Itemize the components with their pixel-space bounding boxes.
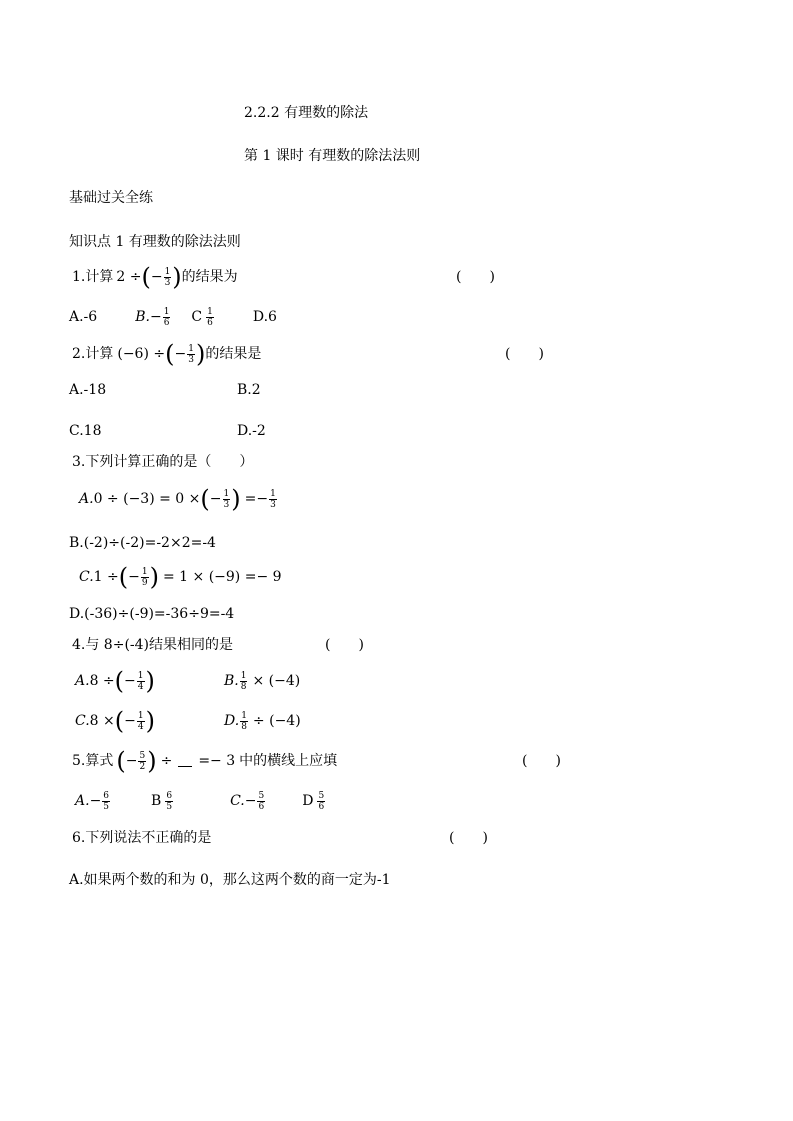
q5-option-d-label: D xyxy=(302,793,314,809)
q4-option-a-fraction: $\frac{1}{4}$ xyxy=(137,670,144,692)
q4-option-c-fraction: $\frac{1}{4}$ xyxy=(137,710,144,732)
q2-option-d: D.-2 xyxy=(237,423,266,439)
q4-c-paren-open: ( xyxy=(114,707,125,735)
question-6: 6.下列说法不正确的是 xyxy=(72,830,212,846)
q5-option-d-fraction: $\frac{5}{6}$ xyxy=(318,790,325,812)
q1-option-b-label: B. xyxy=(135,309,150,325)
q5-options xyxy=(75,788,326,814)
q1-option-a: A.-6 xyxy=(69,309,98,325)
q5-neg: − xyxy=(125,753,138,769)
q1-option-b-neg: − xyxy=(149,309,162,325)
q3-option-c xyxy=(79,564,282,590)
q5-paren-close: ) xyxy=(147,747,157,775)
q5-option-b-label: B xyxy=(151,793,162,809)
q3-a-paren-open: ( xyxy=(200,485,210,513)
q4-option-d-fraction: $\frac{1}{8}$ xyxy=(241,710,247,732)
q1-fraction: $\frac{1}{3}$ xyxy=(164,266,171,288)
q5-option-a-fraction: $\frac{6}{5}$ xyxy=(103,790,110,812)
q1-neg: − xyxy=(150,269,163,285)
page-title: 2.2.2 有理数的除法 xyxy=(244,105,369,121)
knowledge-point: 知识点 1 有理数的除法法则 xyxy=(69,234,241,250)
q4-option-b xyxy=(224,668,300,694)
q5-option-c-label: C. xyxy=(230,793,245,809)
q1-expr: 2 ÷ xyxy=(116,269,142,285)
section-heading: 基础过关全练 xyxy=(69,190,153,206)
q3-option-c-left: 1 ÷ xyxy=(93,569,119,585)
question-4: 4.与 8÷(-4)结果相同的是 xyxy=(72,637,234,653)
q3-option-c-label: C. xyxy=(79,569,94,585)
q3-c-paren-close: ) xyxy=(149,563,159,591)
question-3: 3.下列计算正确的是（ ） xyxy=(72,454,254,470)
q2-option-b: B.2 xyxy=(237,382,261,398)
q4-option-d xyxy=(224,708,301,734)
q3-option-a-fraction: $\frac{1}{3}$ xyxy=(223,488,230,510)
q6-option-a: A.如果两个数的和为 0，那么这两个数的商一定为-1 xyxy=(69,872,391,888)
q3-option-b: B.(-2)÷(-2)=-2×2=-4 xyxy=(69,535,216,551)
q2-option-a: A.-18 xyxy=(69,382,107,398)
q4-option-a-label: A. xyxy=(75,673,90,689)
q1-paren-open: ( xyxy=(141,263,151,291)
q5-suffix: 中的横线上应填 xyxy=(239,753,338,769)
q3-option-c-neg: − xyxy=(128,569,140,585)
q3-a-paren-close: ) xyxy=(231,485,241,513)
question-2 xyxy=(72,341,261,367)
q2-answer-bracket: ( ) xyxy=(505,346,544,362)
q4-option-b-expr: × (−4) xyxy=(252,673,301,689)
q5-blank xyxy=(178,756,192,767)
q3-c-paren-open: ( xyxy=(118,563,129,591)
page-subtitle: 第 1 课时 有理数的除法法则 xyxy=(244,148,421,164)
q4-option-a-neg: − xyxy=(124,673,136,689)
q3-option-c-fraction: $\frac{1}{9}$ xyxy=(141,566,148,588)
q5-eq: =− 3 xyxy=(198,753,236,769)
q6-answer-bracket: ( ) xyxy=(449,830,488,846)
q2-paren-open: ( xyxy=(165,340,175,368)
q5-option-b-fraction: $\frac{6}{5}$ xyxy=(166,790,173,812)
q4-option-b-fraction: $\frac{1}{8}$ xyxy=(240,670,247,692)
q4-option-c xyxy=(75,708,155,734)
q4-option-c-label: C. xyxy=(75,713,90,729)
q4-option-a-expr: 8 ÷ xyxy=(89,673,115,689)
q1-suffix: 的结果为 xyxy=(181,269,238,285)
q1-paren-close: ) xyxy=(172,263,182,291)
q3-option-c-right: = 1 × (−9) =− 9 xyxy=(162,569,282,585)
q3-option-a-result-fraction: $\frac{1}{3}$ xyxy=(270,488,276,510)
q5-option-c-neg: − xyxy=(244,793,257,809)
q4-option-d-expr: ÷ (−4) xyxy=(252,713,301,729)
question-5 xyxy=(72,748,337,774)
q3-option-d: D.(-36)÷(-9)=-36÷9=-4 xyxy=(69,606,235,622)
q3-option-a-neg: − xyxy=(209,491,222,507)
q4-c-paren-close: ) xyxy=(145,707,155,735)
q4-a-paren-close: ) xyxy=(145,667,155,695)
q1-answer-bracket: ( ) xyxy=(456,269,495,285)
q1-option-c-label: C xyxy=(191,309,203,325)
q2-neg: − xyxy=(174,346,187,362)
q2-fraction: $\frac{1}{3}$ xyxy=(188,343,194,365)
q4-option-b-label: B. xyxy=(224,673,239,689)
q1-option-c-fraction: $\frac{1}{6}$ xyxy=(207,306,213,328)
question-1 xyxy=(72,264,238,290)
q2-suffix: 的结果是 xyxy=(205,346,262,362)
q2-option-c: C.18 xyxy=(69,423,102,439)
q3-option-a xyxy=(79,486,278,512)
q5-op: ÷ xyxy=(160,753,173,769)
q4-answer-bracket: ( ) xyxy=(325,637,364,653)
q5-answer-bracket: ( ) xyxy=(522,753,561,769)
q5-option-a-neg: − xyxy=(89,793,102,809)
q5-option-c-fraction: $\frac{5}{6}$ xyxy=(258,790,265,812)
q3-option-a-left: 0 ÷ (−3) = 0 × xyxy=(93,491,201,507)
q2-paren-close: ) xyxy=(195,340,206,368)
q5-fraction: $\frac{5}{2}$ xyxy=(139,750,146,772)
q2-expr: (−6) ÷ xyxy=(117,346,166,362)
q1-options xyxy=(69,304,277,330)
q2-prefix: 2.计算 xyxy=(72,346,114,362)
q4-option-d-label: D. xyxy=(224,713,240,729)
q3-option-a-eq: =− xyxy=(244,491,269,507)
q4-option-c-neg: − xyxy=(124,713,136,729)
q4-option-c-expr: 8 × xyxy=(89,713,115,729)
q1-option-b-fraction: $\frac{1}{6}$ xyxy=(163,306,170,328)
q1-option-d: D.6 xyxy=(252,309,277,325)
q4-option-a xyxy=(75,668,155,694)
q3-option-a-label: A. xyxy=(79,491,94,507)
q5-option-a-label: A. xyxy=(75,793,90,809)
q4-a-paren-open: ( xyxy=(114,667,125,695)
q1-prefix: 1.计算 xyxy=(72,269,114,285)
q5-prefix: 5.算式 xyxy=(72,753,114,769)
q5-paren-open: ( xyxy=(116,747,126,775)
